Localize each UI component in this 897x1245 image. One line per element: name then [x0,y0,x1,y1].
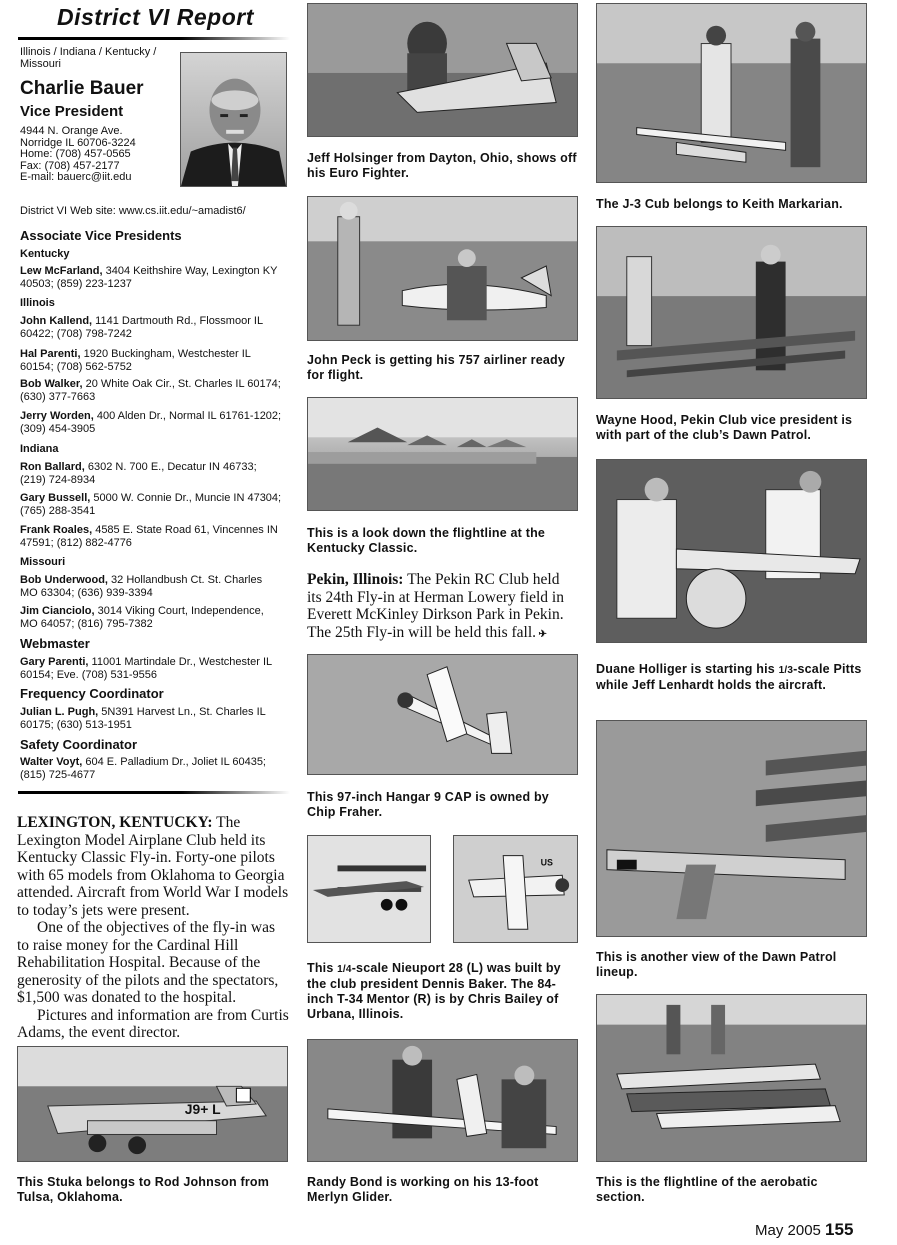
lexington-lead: LEXINGTON, KENTUCKY: [17,814,213,831]
avp-entry [20,461,282,487]
frequency-entry [20,706,282,732]
pekin-text: The Pekin RC Club held its 24th Fly-in at Herman Lowery field in Everett McKinley Dirkson Park in Pekin. The 25th Fly-in will be held this fall. [307,571,564,641]
frequency-name: Julian L. Pugh, [20,706,99,718]
avp-entry [20,348,282,374]
vp-name: Charlie Bauer [20,78,144,99]
avp-name: Lew McFarland, [20,265,103,277]
vp-email: E-mail: bauerc@iit.edu [20,171,132,183]
vp-home-phone: Home: (708) 457-0565 [20,148,131,160]
avp-details: 20 White Oak Cir., St. Charles IL 60174; (630) 377-7663 [20,378,281,403]
peck-caption: John Peck is getting his 757 airliner ready for flight. [307,353,566,382]
lexington-paragraph [17,814,289,919]
webmaster-details: 11001 Martindale Dr., Westchester IL 60154; Eve. (708) 531-9556 [20,656,272,681]
issue-date: May 2005 [755,1222,821,1239]
holsinger-caption: Jeff Holsinger from Dayton, Ohio, shows off his Euro Fighter. [307,151,577,180]
glider-photo [307,1039,578,1162]
avp-name: Jim Cianciolo, [20,605,95,617]
avp-name: Frank Roales, [20,524,93,536]
nieuport-photo [307,835,431,943]
aerobatic-photo [596,994,867,1162]
vp-contact [20,126,136,184]
stuka-fuselage-code: J9+ L [184,1100,221,1117]
avp-details: 3404 Keithshire Way, Lexington KY 40503; (859) 223-1237 [20,265,278,290]
page-number: 155 [825,1220,854,1239]
flightline-photo [307,397,578,511]
cap-photo [307,654,578,775]
frequency-details: 5N391 Harvest Ln., St. Charles IL 60175; (630) 513-1951 [20,706,266,731]
pitts-caption-start: Duane Holliger is starting his [596,662,779,676]
frequency-heading: Frequency Coordinator [20,686,164,701]
webmaster-heading: Webmaster [20,636,90,651]
avp-name: Jerry Worden, [20,410,94,422]
stuka-photo [17,1046,288,1162]
nieuport-caption-start: This [307,961,338,975]
lexington-paragraph: One of the objectives of the fly-in was to raise money for the Cardinal Hill Rehabilitation Hospital. Because of the generosity of the pilots and the spectators, $1,500 was donated to the hospital. [17,919,279,1006]
avp-name: Bob Underwood, [20,574,108,586]
hood-caption: Wayne Hood, Pekin Club vice president is with part of the club’s Dawn Patrol. [596,413,853,442]
avp-details: 6302 N. 700 E., Decatur IN 46733; (219) 724-8934 [20,461,257,486]
safety-details: 604 E. Palladium Dr., Joliet IL 60435; (815) 725-4677 [20,756,266,781]
avp-name: Bob Walker, [20,378,83,390]
webmaster-name: Gary Parenti, [20,656,89,668]
mentor-photo [453,835,578,943]
section-rule [18,791,290,794]
safety-heading: Safety Coordinator [20,737,138,752]
vp-role: Vice President [20,103,124,120]
missouri-label: Missouri [20,556,66,568]
avp-entry [20,265,282,291]
avp-details: 32 Hollandbush Ct. St. Charles MO 63304; (636) 939-3394 [20,574,263,599]
avp-entry [20,378,282,404]
j3-cub-photo [596,3,867,183]
district-website[interactable]: District VI Web site: www.cs.iit.edu/~amadist6/ [20,205,246,217]
vp-address-line1: 4944 N. Orange Ave. [20,125,123,137]
dawn-patrol-photo-2 [596,720,867,937]
pekin-article [307,571,575,643]
pitts-photo [596,459,867,643]
airliner-photo [307,196,578,341]
vp-fax: Fax: (708) 457-2177 [20,159,120,172]
lexington-paragraph: Pictures and information are from Curtis Adams, the event director. [17,1006,289,1041]
avp-entry [20,605,282,631]
kentucky-label: Kentucky [20,248,70,260]
avp-entry [20,492,282,518]
dawn-caption: This is another view of the Dawn Patrol lineup. [596,950,837,979]
avp-heading: Associate Vice Presidents [20,228,182,243]
avp-name: Hal Parenti, [20,348,81,360]
pitts-caption-end: -scale Pitts while Jeff Lenhardt holds the aircraft. [596,662,862,692]
indiana-label: Indiana [20,443,59,455]
safety-name: Walter Voyt, [20,756,83,768]
avp-name: John Kallend, [20,315,93,327]
vp-address-line2: Norridge IL 60706-3224 [20,136,136,149]
nieuport-caption [307,961,579,1022]
avp-entry [20,315,282,341]
flightline-caption: This is a look down the flightline at the Kentucky Classic. [307,526,546,555]
page-title: District VI Report [57,4,254,30]
avp-details: 4585 E. State Road 61, Vincennes IN 47591; (812) 882-4776 [20,524,278,549]
avp-details: 3014 Viking Court, Independence, MO 64057; (816) 795-7382 [20,605,264,630]
avp-entry [20,410,282,436]
pitts-scale: 1/3 [778,665,794,676]
avp-details: 5000 W. Connie Dr., Muncie IN 47304; (765) 288-3541 [20,492,282,517]
avp-entry [20,524,282,550]
vp-portrait [180,52,287,187]
cub-caption: The J-3 Cub belongs to Keith Markarian. [596,197,843,211]
pitts-caption [596,662,868,693]
safety-entry [20,756,282,782]
mentor-marking: US [540,857,553,868]
ama-end-icon: ✈ [536,628,547,640]
avp-details: 1920 Buckingham, Westchester IL 60154; (708) 562-5752 [20,348,251,373]
avp-details: 400 Alden Dr., Normal IL 61761-1202; (309) 454-3905 [20,410,282,435]
lexington-article [17,814,289,1042]
pekin-lead: Pekin, Illinois: [307,571,404,588]
district-states: Illinois / Indiana / Kentucky / Missouri [20,46,157,70]
avp-name: Gary Bussell, [20,492,91,504]
cap-caption: This 97-inch Hangar 9 CAP is owned by Chip Fraher. [307,790,549,819]
glider-caption: Randy Bond is working on his 13-foot Merlyn Glider. [307,1175,539,1204]
illinois-label: Illinois [20,297,55,309]
lexington-text: The Lexington Model Airplane Club held its Kentucky Classic Fly-in. Forty-one pilots with 65 models from Oklahoma to Georgia attended. Aircraft from World War I models to today’s jets were present. [17,814,289,919]
avp-details: 1141 Dartmouth Rd., Flossmoor IL 60422; (708) 798-7242 [20,315,263,340]
page-footer [755,1220,853,1240]
nieuport-caption-end: -scale Nieuport 28 (L) was built by the club president Dennis Baker. The 84-inch T-34 Mentor (R) is by Chris Bailey of Urbana, Illinois. [307,961,561,1021]
aerobatic-caption: This is the flightline of the aerobatic section. [596,1175,818,1204]
euro-fighter-photo [307,3,578,137]
dawn-patrol-photo-1 [596,226,867,399]
avp-name: Ron Ballard, [20,461,85,473]
stuka-caption: This Stuka belongs to Rod Johnson from Tulsa, Oklahoma. [17,1175,270,1204]
avp-entry [20,574,282,600]
webmaster-entry [20,656,282,682]
title-rule [18,37,290,40]
nieuport-scale: 1/4 [337,964,352,975]
